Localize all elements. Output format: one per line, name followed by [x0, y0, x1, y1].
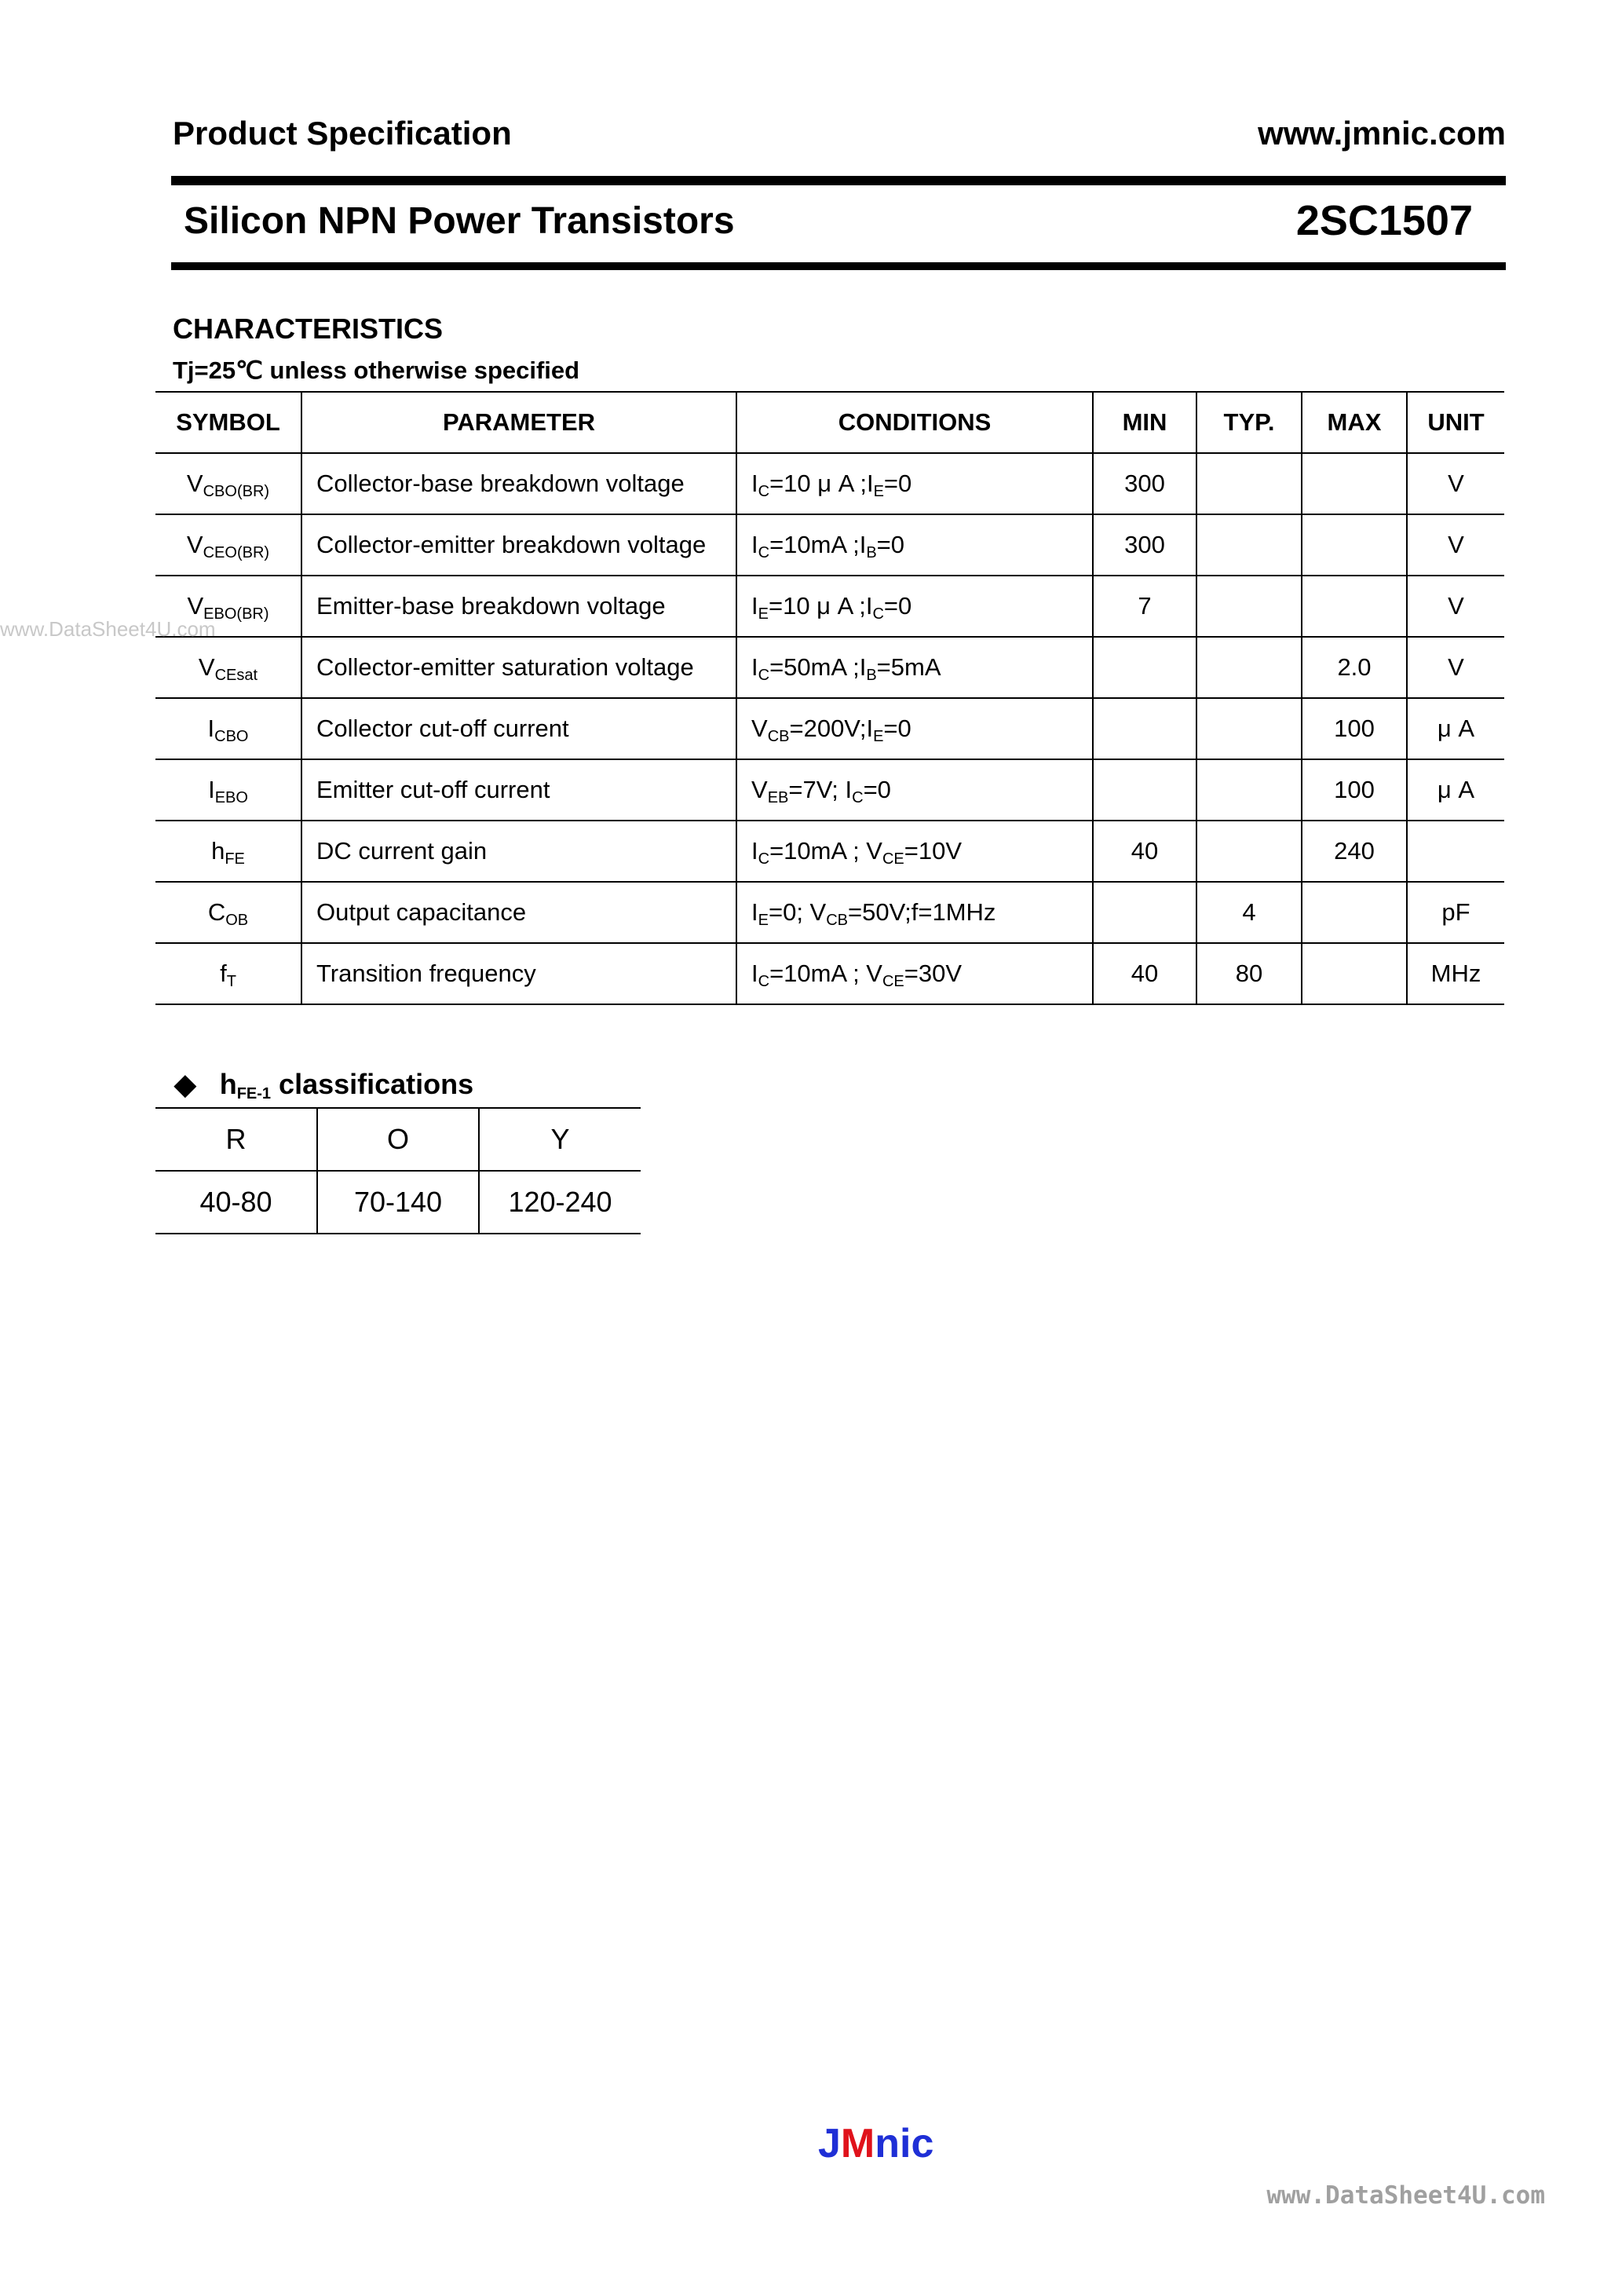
min-cell: [1093, 759, 1196, 821]
cond-subscript: E: [758, 912, 769, 929]
symbol-subscript: FE: [225, 850, 245, 868]
parameter-cell: Collector cut-off current: [301, 698, 736, 759]
cond-symbol: V: [751, 715, 768, 742]
cond-subscript: C: [758, 973, 770, 990]
hfe-range-row: [155, 1171, 641, 1234]
document-title: Silicon NPN Power Transistors: [184, 200, 735, 242]
min-cell: 7: [1093, 576, 1196, 637]
unit-cell: μ A: [1407, 759, 1504, 821]
cond-value: =5mA: [876, 653, 941, 681]
cond-subscript: E: [873, 728, 884, 745]
min-cell: [1093, 882, 1196, 943]
unit-cell: V: [1407, 637, 1504, 698]
cond-value: =10V: [904, 837, 963, 865]
cond-value: =200V;: [789, 715, 867, 742]
conditions-cell: [736, 453, 1093, 514]
header-website-link[interactable]: www.jmnic.com: [1258, 115, 1506, 152]
column-header: UNIT: [1407, 392, 1504, 453]
cond-subscript: CB: [826, 912, 849, 929]
min-cell: 40: [1093, 821, 1196, 882]
conditions-cell: [736, 759, 1093, 821]
column-header: SYMBOL: [155, 392, 301, 453]
symbol-main: V: [186, 470, 203, 497]
conditions-cell: [736, 576, 1093, 637]
table-header-row: [155, 392, 1504, 453]
watermark-right: www.DataSheet4U.com: [1266, 2181, 1545, 2210]
unit-cell: V: [1407, 576, 1504, 637]
symbol-subscript: T: [226, 973, 236, 990]
symbol-subscript: CBO: [214, 728, 249, 745]
symbol-cell: [155, 821, 301, 882]
typ-cell: 80: [1196, 943, 1302, 1004]
table-row: [155, 943, 1504, 1004]
cond-value: =10mA ;: [769, 531, 860, 558]
symbol-main: f: [220, 960, 227, 987]
characteristics-table: [155, 391, 1504, 1005]
logo-letters-nic: nic: [875, 2121, 934, 2166]
symbol-main: I: [207, 715, 215, 742]
cond-subscript: B: [866, 667, 877, 684]
cond-symbol: I: [866, 715, 874, 742]
cond-symbol: I: [859, 531, 867, 558]
min-cell: [1093, 698, 1196, 759]
min-cell: 300: [1093, 453, 1196, 514]
cond-symbol: I: [751, 837, 758, 865]
cond-subscript: CB: [767, 728, 790, 745]
logo-letter-m: M: [840, 2121, 875, 2166]
parameter-cell: Emitter cut-off current: [301, 759, 736, 821]
diamond-bullet-icon: ◆: [174, 1068, 196, 1100]
parameter-cell: Collector-base breakdown voltage: [301, 453, 736, 514]
cond-value: =0: [863, 776, 891, 803]
cond-symbol: I: [751, 470, 758, 497]
typ-cell: [1196, 576, 1302, 637]
cond-symbol: I: [751, 960, 758, 987]
parameter-cell: Transition frequency: [301, 943, 736, 1004]
symbol-cell: [155, 943, 301, 1004]
title-rule: [171, 262, 1506, 270]
cond-value: =0: [876, 531, 905, 558]
max-cell: 240: [1302, 821, 1407, 882]
column-header: TYP.: [1196, 392, 1302, 453]
typ-cell: [1196, 759, 1302, 821]
table-row: [155, 637, 1504, 698]
typ-cell: [1196, 698, 1302, 759]
table-row: [155, 698, 1504, 759]
max-cell: [1302, 453, 1407, 514]
cond-symbol: V: [866, 837, 882, 865]
column-header: PARAMETER: [301, 392, 736, 453]
cond-value: =0: [883, 715, 911, 742]
header-rule-thin: [171, 184, 1506, 185]
symbol-subscript: EBO: [214, 789, 248, 806]
cond-value: =0;: [768, 898, 810, 926]
part-number: 2SC1507: [1295, 197, 1473, 244]
unit-cell: V: [1407, 514, 1504, 576]
symbol-subscript: OB: [225, 912, 249, 929]
hfe-range-cell: 70-140: [317, 1171, 479, 1234]
typ-cell: 4: [1196, 882, 1302, 943]
cond-subscript: CE: [882, 850, 904, 868]
cond-value: =7V;: [788, 776, 846, 803]
symbol-main: V: [198, 653, 215, 681]
cond-symbol: I: [751, 592, 758, 620]
unit-cell: [1407, 821, 1504, 882]
min-cell: [1093, 637, 1196, 698]
cond-symbol: I: [751, 653, 758, 681]
symbol-subscript: CEO(BR): [203, 544, 270, 561]
typ-cell: [1196, 637, 1302, 698]
cond-symbol: I: [751, 898, 758, 926]
cond-value: =30V: [904, 960, 963, 987]
max-cell: 100: [1302, 698, 1407, 759]
max-cell: 100: [1302, 759, 1407, 821]
min-cell: 300: [1093, 514, 1196, 576]
parameter-cell: DC current gain: [301, 821, 736, 882]
table-row: [155, 759, 1504, 821]
typ-cell: [1196, 514, 1302, 576]
hfe-title-text: classifications: [271, 1068, 474, 1100]
cond-subscript: C: [758, 544, 770, 561]
cond-symbol: I: [751, 531, 758, 558]
header-product-specification: Product Specification: [173, 115, 512, 152]
conditions-cell: [736, 698, 1093, 759]
jmnic-logo: [818, 2120, 933, 2167]
symbol-cell: [155, 637, 301, 698]
cond-symbol: I: [845, 776, 853, 803]
symbol-main: V: [186, 531, 203, 558]
typ-cell: [1196, 821, 1302, 882]
symbol-main: C: [207, 898, 226, 926]
cond-symbol: V: [751, 776, 768, 803]
max-cell: [1302, 576, 1407, 637]
cond-subscript: C: [758, 483, 770, 500]
cond-value: =10 μ A ;: [769, 470, 867, 497]
hfe-symbol: h: [219, 1068, 237, 1100]
hfe-class-cell: O: [317, 1108, 479, 1171]
table-row: [155, 453, 1504, 514]
section-condition: Tj=25℃ unless otherwise specified: [173, 356, 580, 384]
cond-symbol: V: [809, 898, 827, 926]
hfe-symbol-sub: FE-1: [236, 1085, 272, 1102]
table-row: [155, 821, 1504, 882]
max-cell: [1302, 943, 1407, 1004]
column-header: MIN: [1093, 392, 1196, 453]
cond-subscript: C: [872, 605, 884, 623]
cond-subscript: C: [852, 789, 864, 806]
cond-symbol: I: [865, 592, 873, 620]
table-row: [155, 882, 1504, 943]
parameter-cell: Collector-emitter breakdown voltage: [301, 514, 736, 576]
max-cell: [1302, 882, 1407, 943]
column-header: MAX: [1302, 392, 1407, 453]
min-cell: 40: [1093, 943, 1196, 1004]
conditions-cell: [736, 637, 1093, 698]
hfe-class-row: [155, 1108, 641, 1171]
cond-value: =10 μ A ;: [768, 592, 866, 620]
cond-value: =0: [883, 470, 912, 497]
cond-subscript: E: [873, 483, 884, 500]
symbol-subscript: CBO(BR): [203, 483, 270, 500]
table-row: [155, 576, 1504, 637]
symbol-main: h: [211, 837, 225, 865]
parameter-cell: Collector-emitter saturation voltage: [301, 637, 736, 698]
cond-subscript: EB: [767, 789, 789, 806]
table-row: [155, 514, 1504, 576]
max-cell: [1302, 514, 1407, 576]
hfe-range-cell: 120-240: [479, 1171, 641, 1234]
hfe-range-cell: 40-80: [155, 1171, 317, 1234]
cond-symbol: I: [866, 470, 874, 497]
typ-cell: [1196, 453, 1302, 514]
header-rule-thick: [171, 176, 1506, 184]
conditions-cell: [736, 882, 1093, 943]
table-body: [155, 453, 1504, 1004]
unit-cell: V: [1407, 453, 1504, 514]
symbol-subscript: EBO(BR): [203, 605, 269, 623]
conditions-cell: [736, 821, 1093, 882]
hfe-class-cell: R: [155, 1108, 317, 1171]
cond-value: =0: [883, 592, 912, 620]
logo-letter-j: J: [818, 2121, 841, 2166]
symbol-cell: [155, 698, 301, 759]
conditions-cell: [736, 514, 1093, 576]
unit-cell: μ A: [1407, 698, 1504, 759]
section-title: CHARACTERISTICS: [173, 313, 444, 345]
symbol-cell: [155, 514, 301, 576]
cond-subscript: CE: [882, 973, 904, 990]
symbol-subscript: CEsat: [214, 667, 258, 684]
cond-value: =10mA ;: [769, 837, 867, 865]
parameter-cell: Emitter-base breakdown voltage: [301, 576, 736, 637]
hfe-classification-table: [155, 1107, 641, 1234]
unit-cell: MHz: [1407, 943, 1504, 1004]
symbol-cell: [155, 453, 301, 514]
symbol-main: I: [208, 776, 215, 803]
cond-value: =50mA ;: [769, 653, 860, 681]
max-cell: 2.0: [1302, 637, 1407, 698]
symbol-main: V: [187, 592, 204, 620]
cond-value: =10mA ;: [769, 960, 867, 987]
parameter-cell: Output capacitance: [301, 882, 736, 943]
symbol-cell: [155, 882, 301, 943]
conditions-cell: [736, 943, 1093, 1004]
cond-subscript: E: [758, 605, 769, 623]
cond-subscript: C: [758, 667, 770, 684]
column-header: CONDITIONS: [736, 392, 1093, 453]
symbol-cell: [155, 759, 301, 821]
cond-subscript: C: [758, 850, 770, 868]
unit-cell: pF: [1407, 882, 1504, 943]
cond-value: =50V;f=1MHz: [848, 898, 996, 926]
cond-symbol: V: [866, 960, 882, 987]
hfe-class-cell: Y: [479, 1108, 641, 1171]
cond-symbol: I: [859, 653, 867, 681]
watermark-left: www.DataSheet4U.com: [0, 617, 216, 641]
hfe-classifications-title: [174, 1068, 473, 1101]
cond-subscript: B: [866, 544, 877, 561]
